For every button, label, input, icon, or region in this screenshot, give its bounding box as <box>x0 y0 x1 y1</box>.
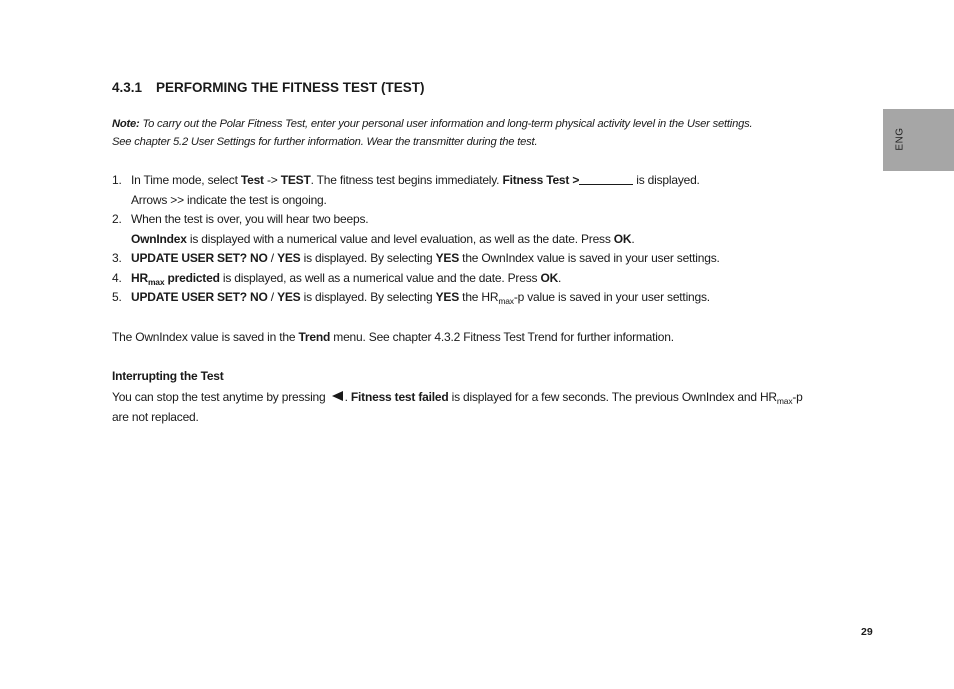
note-block <box>112 115 812 151</box>
bold-run: Test <box>240 173 264 187</box>
bold-run: UPDATE USER SET? NO <box>131 290 268 304</box>
text-run: . <box>558 270 562 285</box>
step-4 <box>112 269 832 289</box>
step-text <box>131 288 832 308</box>
step-text <box>131 171 832 191</box>
text-run: . The fitness test begins immediately. <box>310 173 503 187</box>
text-run: -> <box>263 173 281 187</box>
trend-paragraph <box>112 328 832 348</box>
text-run: is displayed, as well as a numerical value and the date. Press <box>219 270 541 285</box>
interrupt-heading: Interrupting the Test <box>112 369 224 383</box>
text-run: In Time mode, select <box>131 173 241 187</box>
bold-run: Trend <box>298 330 331 344</box>
language-tab-label: ENG <box>894 127 906 151</box>
text-run: is displayed. <box>633 173 700 187</box>
step-text <box>131 249 832 269</box>
step-number: 3. <box>112 251 122 265</box>
steps-list <box>112 171 832 308</box>
bold-run: YES <box>435 290 460 304</box>
language-tab <box>883 109 954 171</box>
note-line-1: To carry out the Polar Fitness Test, enter your personal user information and long-term physical activity level in the User settings. <box>139 118 753 130</box>
text-run: is displayed with a numerical value and level evaluation, as well as the date. Press <box>186 231 614 246</box>
note-label: Note: <box>112 118 140 130</box>
text-run: You can stop the test anytime by pressing <box>112 390 329 404</box>
section-heading <box>112 80 425 95</box>
subscript: max <box>498 296 514 306</box>
step-number: 2. <box>112 212 122 226</box>
subscript: max <box>776 396 793 406</box>
interrupt-paragraph <box>112 387 842 427</box>
step-number: 1. <box>112 173 122 187</box>
page-number: 29 <box>861 626 873 638</box>
bold-run: Fitness Test > <box>502 173 580 187</box>
text-run: . <box>344 390 351 404</box>
step-2-continuation <box>112 230 832 250</box>
step-number: 4. <box>112 270 122 285</box>
text-run: is displayed. By selecting <box>300 251 436 265</box>
step-1 <box>112 171 832 191</box>
bold-run: UPDATE USER SET? NO <box>131 251 268 265</box>
text-run: The OwnIndex value is saved in the <box>112 330 299 344</box>
step-2 <box>112 210 832 230</box>
bold-run: predicted <box>164 270 220 285</box>
text-run: are not replaced. <box>112 410 199 424</box>
left-triangle-icon <box>332 391 343 401</box>
step-1-continuation: Arrows >> indicate the test is ongoing. <box>131 192 327 207</box>
text-run: is displayed for a few seconds. The previous OwnIndex and HR <box>448 390 777 404</box>
text-run: menu. See chapter 4.3.2 Fitness Test Trend for further information. <box>330 330 674 344</box>
bold-run: YES <box>277 290 301 304</box>
text-run: / <box>267 290 278 304</box>
bold-run: OK <box>613 231 632 246</box>
text-run: is displayed. By selecting <box>300 290 436 304</box>
step-text: When the test is over, you will hear two beeps. <box>131 212 369 226</box>
bold-run: OK <box>540 270 559 285</box>
note-line-2: See chapter 5.2 User Settings for further information. Wear the transmitter during the test. <box>112 136 538 148</box>
step-3 <box>112 249 832 269</box>
bold-run: TEST <box>280 173 311 187</box>
text-run: the HR <box>459 290 499 304</box>
blank-line <box>579 173 633 185</box>
section-number: 4.3.1 <box>112 80 143 95</box>
text-run: . <box>631 231 635 246</box>
text-run: -p value is saved in your user settings. <box>513 290 710 304</box>
bold-run: YES <box>277 251 301 265</box>
bold-run: YES <box>435 251 460 265</box>
bold-run: Fitness test failed <box>350 390 449 404</box>
bold-run: OwnIndex <box>131 231 187 246</box>
text-run: the OwnIndex value is saved in your user settings. <box>459 251 720 265</box>
bold-run: HR <box>131 270 148 285</box>
text-run: -p <box>792 390 803 404</box>
step-5 <box>112 288 832 308</box>
text-run: / <box>267 251 278 265</box>
subscript: max <box>147 276 165 287</box>
section-title: PERFORMING THE FITNESS TEST (TEST) <box>156 80 425 95</box>
step-number: 5. <box>112 290 122 304</box>
step-text <box>131 269 832 289</box>
